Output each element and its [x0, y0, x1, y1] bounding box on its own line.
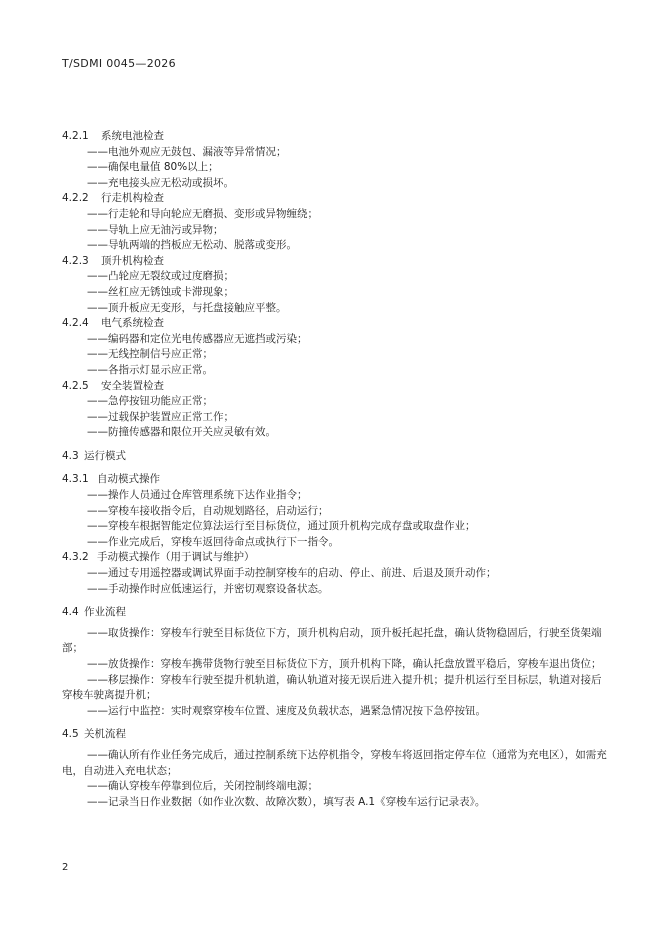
list-item: ——顶升板应无变形，与托盘接触应平整。 — [87, 301, 287, 314]
list-item: ——凸轮应无裂纹或过度磨损； — [87, 270, 234, 283]
section-heading-4-5 — [62, 727, 607, 743]
list-item: ——行走轮和导向轮应无磨损、变形或异物缠绕； — [87, 207, 318, 220]
list-item: ——编码器和定位光电传感器应无遮挡或污染； — [87, 332, 308, 345]
section-title: 运行模式 — [84, 449, 126, 462]
list-item: ——无线控制信号应正常； — [87, 348, 213, 361]
section-title: 手动模式操作（用于调试与维护） — [97, 551, 255, 564]
list-item: ——急停按钮功能应正常； — [87, 395, 213, 408]
section-number: 4.2.3 — [62, 254, 89, 267]
section-heading-4-2-2 — [62, 191, 607, 207]
section-number: 4.2.2 — [62, 192, 89, 205]
document-body — [62, 129, 607, 810]
list-item: ——手动操作时应低速运行，并密切观察设备状态。 — [87, 582, 329, 595]
standard-number: T/SDMI 0045—2026 — [62, 57, 176, 70]
section-heading-4-2-4 — [62, 316, 607, 332]
section-number: 4.2.5 — [62, 379, 89, 392]
section-heading-4-2-1 — [62, 129, 607, 145]
section-title: 自动模式操作 — [97, 473, 160, 486]
list-item: ——防撞传感器和限位开关应灵敏有效。 — [87, 426, 276, 439]
section-heading-4-2-3 — [62, 254, 607, 270]
section-number: 4.5 — [62, 728, 79, 741]
section-number: 4.3.2 — [62, 551, 89, 564]
list-item: ——各指示灯显示应正常。 — [87, 363, 213, 376]
section-number: 4.4 — [62, 606, 79, 619]
section-title: 系统电池检查 — [101, 130, 164, 142]
section-title: 顶升机构检查 — [101, 254, 164, 267]
paragraph: ——移层操作：穿梭车行驶至提升机轨道，确认轨道对接无误后进入提升机；提升机运行至目标层，轨道对接后穿梭车驶离提升机； — [62, 673, 602, 702]
list-item: ——穿梭车接收指令后，自动规划路径，启动运行； — [87, 504, 329, 517]
list-item: ——导轨两端的挡板应无松动、脱落或变形。 — [87, 239, 297, 252]
section-number: 4.2.4 — [62, 317, 89, 330]
list-item: ——导轨上应无油污或异物； — [87, 223, 224, 236]
list-item: ——确保电量值 80%以上； — [87, 161, 219, 174]
list-item: ——通过专用遥控器或调试界面手动控制穿梭车的启动、停止、前进、后退及顶升动作； — [87, 567, 497, 580]
section-number: 4.3 — [62, 449, 79, 462]
list-item: ——充电接头应无松动或损坏。 — [87, 176, 234, 189]
list-item: ——穿梭车根据智能定位算法运行至目标货位，通过顶升机构完成存盘或取盘作业； — [87, 520, 476, 533]
list-item: ——电池外观应无鼓包、漏液等异常情况； — [87, 145, 287, 158]
section-number: 4.2.1 — [62, 130, 89, 142]
section-title: 作业流程 — [84, 606, 126, 619]
paragraph: ——确认所有作业任务完成后，通过控制系统下达停机指令，穿梭车将返回指定停车位（通常为充电区），如需充电，自动进入充电状态； — [62, 748, 607, 777]
paragraph: ——确认穿梭车停靠到位后，关闭控制终端电源； — [87, 780, 318, 793]
section-heading-4-4 — [62, 605, 607, 621]
section-heading-4-3-2 — [62, 550, 607, 566]
list-item: ——过载保护装置应正常工作； — [87, 410, 234, 423]
section-title: 行走机构检查 — [101, 192, 164, 205]
paragraph: ——运行中监控：实时观察穿梭车位置、速度及负载状态，遇紧急情况按下急停按钮。 — [87, 704, 486, 717]
section-title: 电气系统检查 — [101, 317, 164, 330]
page-number: 2 — [62, 862, 69, 873]
paragraph: ——取货操作：穿梭车行驶至目标货位下方，顶升机构启动，顶升板托起托盘，确认货物稳固后，行驶至货架端部； — [62, 626, 602, 655]
section-number: 4.3.1 — [62, 473, 89, 486]
paragraph: ——记录当日作业数据（如作业次数、故障次数），填写表 A.1《穿梭车运行记录表》。 — [87, 795, 486, 808]
paragraph: ——放货操作：穿梭车携带货物行驶至目标货位下方，顶升机构下降，确认托盘放置平稳后，穿梭车退出货位； — [87, 658, 602, 670]
list-item: ——作业完成后，穿梭车返回待命点或执行下一指令。 — [87, 535, 339, 548]
list-item: ——操作人员通过仓库管理系统下达作业指令； — [87, 489, 308, 502]
section-heading-4-2-5 — [62, 379, 607, 395]
section-heading-4-3-1 — [62, 472, 607, 488]
section-title: 安全装置检查 — [101, 379, 164, 392]
section-heading-4-3 — [62, 449, 607, 465]
section-title: 关机流程 — [84, 728, 126, 741]
list-item: ——丝杠应无锈蚀或卡滞现象； — [87, 285, 234, 298]
